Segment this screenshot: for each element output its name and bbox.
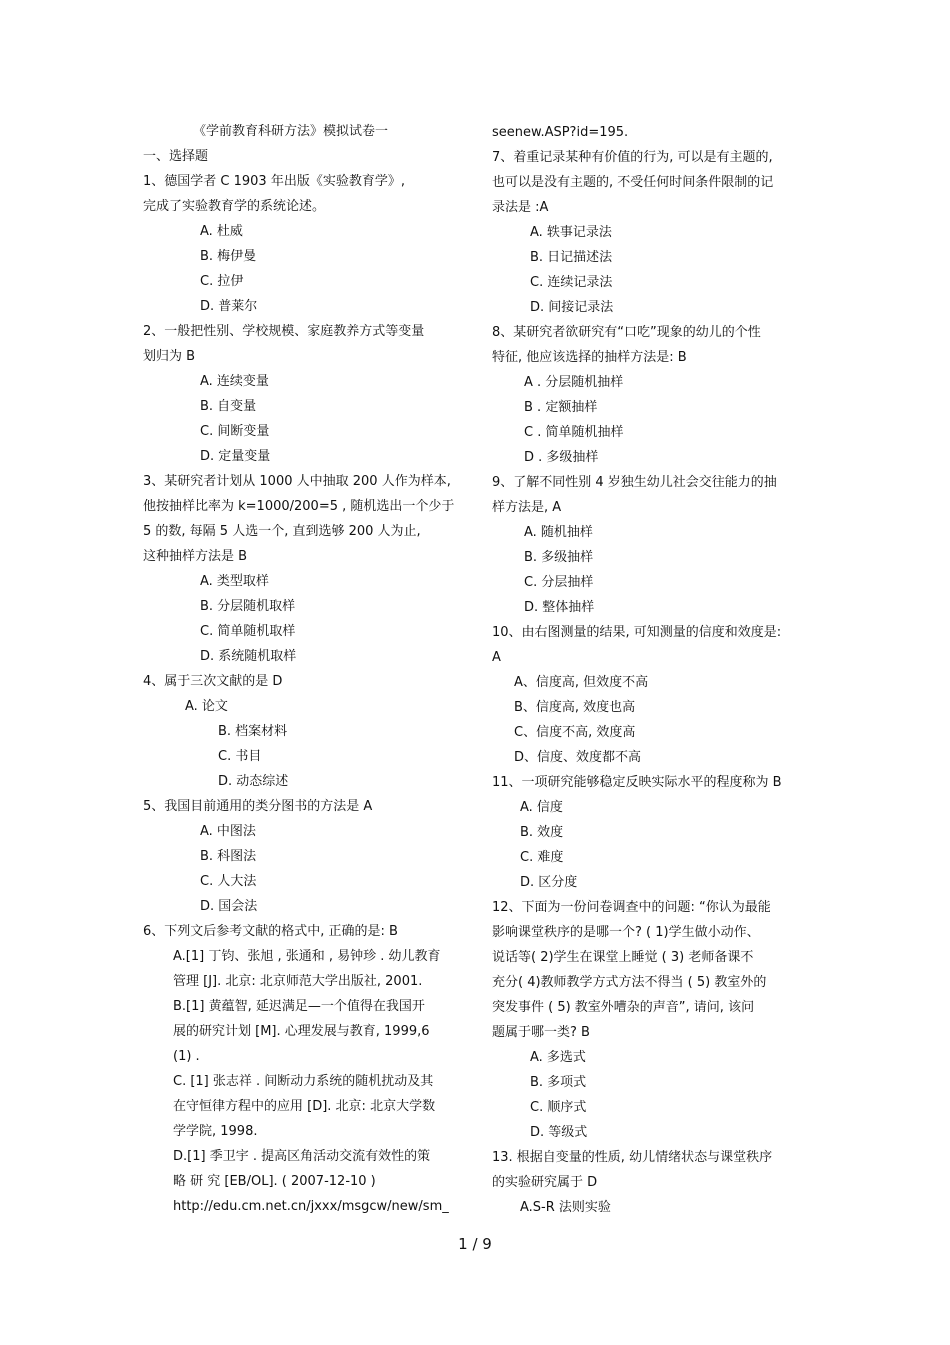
reference-line: seenew.ASP?id=195. (492, 125, 629, 140)
reference-line: A.[1] 丁钧、张旭 , 张通和 , 易钟珍 . 幼儿教育 (173, 949, 441, 964)
option-line: A. 杜威 (200, 224, 243, 239)
question-line: 这种抽样方法是 B (143, 549, 248, 564)
option-line: B、信度高, 效度也高 (514, 700, 636, 715)
option-line: D. 系统随机取样 (200, 649, 297, 664)
option-line: B. 梅伊曼 (200, 249, 257, 264)
reference-line: 展的研究计划 [M]. 心理发展与教育, 1999,6 (173, 1024, 430, 1039)
option-line: C . 简单随机抽样 (524, 425, 624, 440)
option-line: C. 书目 (218, 749, 262, 764)
left-question-list (143, 169, 473, 1219)
reference-line: 管理 [J]. 北京: 北京师范大学出版社, 2001. (173, 974, 423, 989)
option-line: B. 科图法 (200, 849, 257, 864)
option-line: A. 类型取样 (200, 574, 269, 589)
question-line: 他按抽样比率为 k=1000/200=5 , 随机选出一个少于 (143, 499, 455, 514)
option-line: B. 效度 (520, 825, 564, 840)
option-line: C. 拉伊 (200, 274, 244, 289)
option-line: A. 连续变量 (200, 374, 269, 389)
question-line: 说话等( 2)学生在课堂上睡觉 ( 3) 老师备课不 (492, 950, 754, 965)
option-line: D. 整体抽样 (524, 600, 595, 615)
reference-line: http://edu.cm.net.cn/jxxx/msgcw/new/sm_ (173, 1199, 449, 1214)
question-line: 的实验研究属于 D (492, 1175, 598, 1190)
right-column (492, 120, 822, 1220)
option-line: C. 人大法 (200, 874, 257, 889)
question-line: 12、下面为一份问卷调查中的问题: “你认为最能 (492, 900, 771, 915)
question-line: 7、着重记录某种有价值的行为, 可以是有主题的, (492, 150, 773, 165)
option-line: A. 轶事记录法 (530, 225, 612, 240)
question-line: 8、某研究者欲研究有“口吃”现象的幼儿的个性 (492, 325, 761, 340)
option-line: B . 定额抽样 (524, 400, 598, 415)
question-line: 1、德国学者 C 1903 年出版《实验教育学》, (143, 174, 405, 189)
reference-line: D.[1] 季卫宇 . 提高区角活动交流有效性的策 (173, 1149, 431, 1164)
question-line: 样方法是, A (492, 500, 562, 515)
question-line: 题属于哪一类? B (492, 1025, 590, 1040)
option-line: C. 间断变量 (200, 424, 270, 439)
question-line: 录法是 :A (492, 200, 549, 215)
reference-line: B.[1] 黄蕴智, 延迟满足—一个值得在我国开 (173, 999, 425, 1014)
reference-line: 略 研 究 [EB/OL]. ( 2007-12-10 ) (173, 1174, 376, 1189)
question-line: 3、某研究者计划从 1000 人中抽取 200 人作为样本, (143, 474, 451, 489)
reference-line: C. [1] 张志祥 . 间断动力系统的随机扰动及其 (173, 1074, 434, 1089)
option-line: B. 日记描述法 (530, 250, 613, 265)
option-line: C. 难度 (520, 850, 564, 865)
option-line: D . 多级抽样 (524, 450, 599, 465)
page-number: 1 / 9 (458, 1235, 492, 1253)
option-line: C. 连续记录法 (530, 275, 613, 290)
question-line: 5 的数, 每隔 5 人选一个, 直到选够 200 人为止, (143, 524, 421, 539)
option-line: D. 区分度 (520, 875, 578, 890)
page-title: 《学前教育科研方法》模拟试卷一 (193, 124, 389, 139)
option-line: D. 定量变量 (200, 449, 271, 464)
left-column (143, 120, 473, 1219)
option-line: B. 分层随机取样 (200, 599, 296, 614)
option-line: C. 分层抽样 (524, 575, 594, 590)
option-line: A. 随机抽样 (524, 525, 593, 540)
right-question-list (492, 120, 822, 1220)
question-line: 突发事件 ( 5) 教室外嘈杂的声音”, 请问, 该问 (492, 1000, 755, 1015)
option-line: C. 顺序式 (530, 1100, 587, 1115)
question-line: 划归为 B (143, 349, 196, 364)
option-line: A. 论文 (185, 699, 228, 714)
reference-line: (1) . (173, 1049, 200, 1064)
option-line: B. 自变量 (200, 399, 257, 414)
option-line: A、信度高, 但效度不高 (514, 675, 649, 690)
option-line: A . 分层随机抽样 (524, 375, 624, 390)
question-line: 充分( 4)教师教学方式方法不得当 ( 5) 教室外的 (492, 975, 767, 990)
option-line: D. 等级式 (530, 1125, 588, 1140)
option-line: A. 中图法 (200, 824, 256, 839)
option-line: A.S-R 法则实验 (520, 1200, 611, 1215)
question-line: 5、我国目前通用的类分图书的方法是 A (143, 799, 373, 814)
question-line: A (492, 650, 501, 665)
question-line: 完成了实验教育学的系统论述。 (143, 199, 326, 214)
question-line: 特征, 他应该选择的抽样方法是: B (492, 350, 687, 365)
option-line: D. 国会法 (200, 899, 258, 914)
question-line: 也可以是没有主题的, 不受任何时间条件限制的记 (492, 175, 774, 190)
question-line: 4、属于三次文献的是 D (143, 674, 283, 689)
option-line: B. 多项式 (530, 1075, 587, 1090)
option-line: B. 档案材料 (218, 724, 288, 739)
question-line: 10、由右图测量的结果, 可知测量的信度和效度是: (492, 625, 782, 640)
option-line: A. 信度 (520, 800, 563, 815)
option-line: C、信度不高, 效度高 (514, 725, 636, 740)
question-line: 11、一项研究能够稳定反映实际水平的程度称为 B (492, 775, 782, 790)
reference-line: 在守恒律方程中的应用 [D]. 北京: 北京大学数 (173, 1099, 436, 1114)
question-line: 影响课堂秩序的是哪一个? ( 1)学生做小动作、 (492, 925, 760, 940)
option-line: A. 多选式 (530, 1050, 586, 1065)
question-line: 6、下列文后参考文献的格式中, 正确的是: B (143, 924, 398, 939)
section-heading: 一、选择题 (143, 149, 209, 164)
option-line: D. 间接记录法 (530, 300, 614, 315)
option-line: D. 普莱尔 (200, 299, 258, 314)
question-line: 2、一般把性别、学校规模、家庭教养方式等变量 (143, 324, 425, 339)
reference-line: 学学院, 1998. (173, 1124, 258, 1139)
option-line: D、信度、效度都不高 (514, 750, 642, 765)
option-line: C. 简单随机取样 (200, 624, 296, 639)
question-line: 13. 根据自变量的性质, 幼儿情绪状态与课堂秩序 (492, 1150, 773, 1165)
option-line: D. 动态综述 (218, 774, 289, 789)
question-line: 9、了解不同性别 4 岁独生幼儿社会交往能力的抽 (492, 475, 777, 490)
option-line: B. 多级抽样 (524, 550, 594, 565)
